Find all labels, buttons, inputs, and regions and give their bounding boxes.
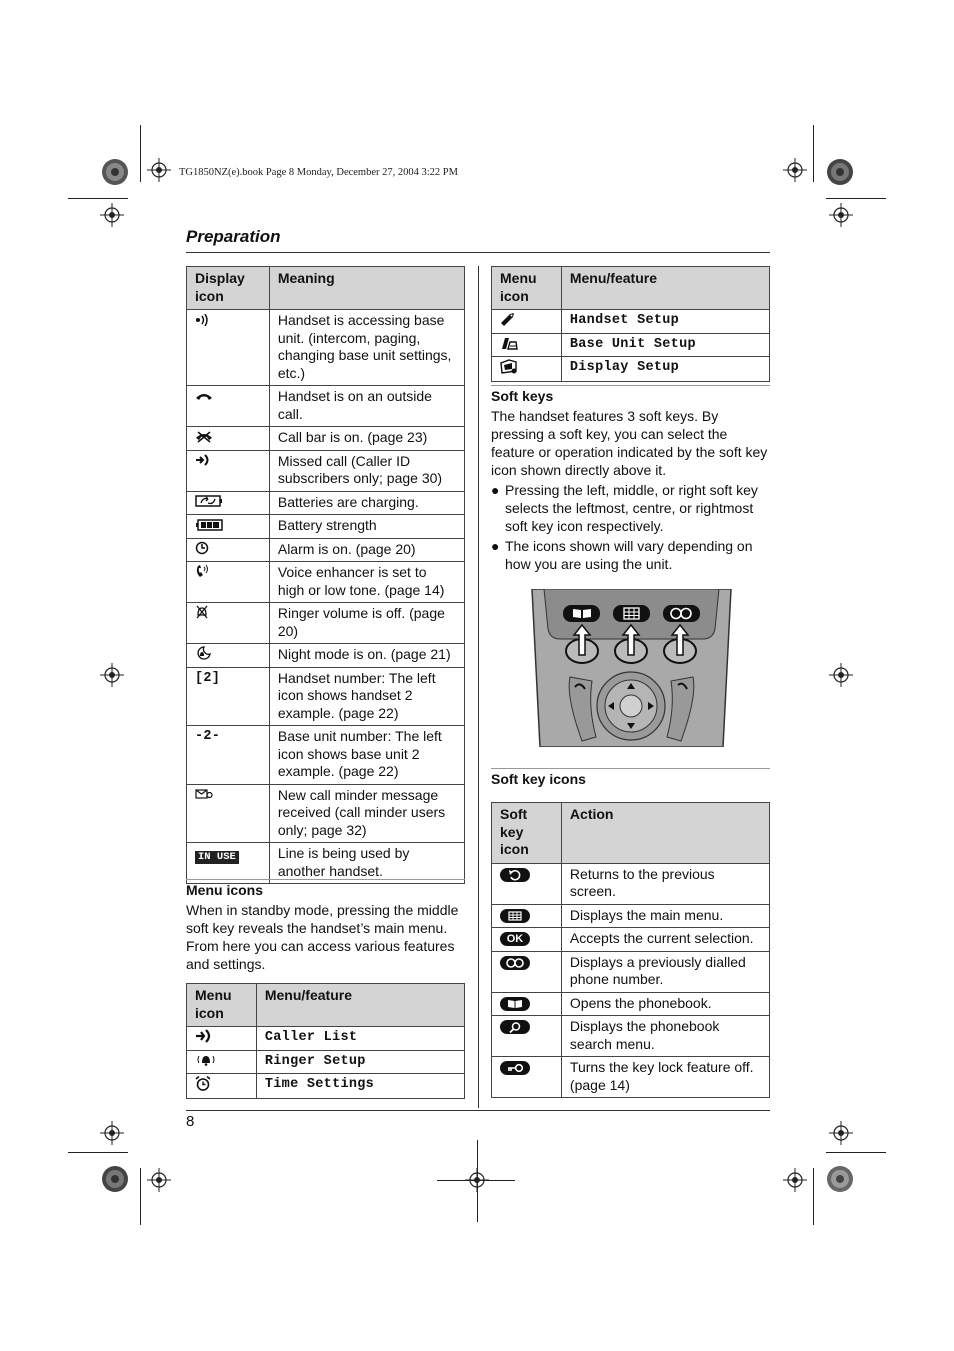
soft-key-icons-heading: Soft key icons [491, 771, 586, 787]
missed-call-icon [195, 453, 211, 472]
registration-mark [147, 158, 171, 182]
table-row [187, 784, 465, 843]
registration-mark [100, 203, 124, 227]
in-use-icon: IN USE [195, 851, 239, 864]
table-row [187, 450, 465, 491]
meaning-cell: Alarm is on. (page 20) [269, 538, 464, 562]
table-row [492, 951, 770, 992]
signal-icon [195, 313, 211, 331]
table-row [187, 1050, 465, 1074]
color-target [826, 158, 854, 186]
meaning-cell: Handset is on an outside call. [269, 386, 464, 427]
time-settings-icon [195, 1076, 211, 1096]
call-minder-icon [195, 787, 213, 805]
table-row [187, 644, 465, 668]
voice-enhancer-icon [195, 564, 209, 585]
night-mode-icon [195, 646, 211, 665]
table-row [187, 515, 465, 539]
registration-mark [147, 1168, 171, 1192]
column-header: Display icon [187, 267, 270, 310]
section-rule [186, 879, 465, 880]
table-row [187, 538, 465, 562]
battery-charging-icon [195, 494, 223, 512]
table-header-row [492, 803, 770, 864]
meaning-cell: Call bar is on. (page 23) [269, 427, 464, 451]
bullet-mark: ● [491, 538, 500, 554]
base-unit-number-icon: -2- [187, 726, 270, 785]
column-header: Menu/feature [256, 984, 464, 1027]
page-number: 8 [186, 1113, 195, 1130]
soft-key-icons-table [491, 802, 770, 1098]
registration-mark [829, 663, 853, 687]
meaning-cell: Batteries are charging. [269, 491, 464, 515]
soft-keys-bullet: ● The icons shown will vary depending on how you are using the unit. [491, 538, 753, 572]
menu-icon [500, 909, 530, 923]
color-target [101, 158, 129, 186]
display-setup-icon [500, 359, 518, 379]
menu-feature-cell: Time Settings [256, 1074, 464, 1099]
action-cell: Displays the main menu. [561, 904, 769, 928]
color-target [826, 1165, 854, 1193]
table-row [492, 992, 770, 1016]
table-row [187, 843, 465, 884]
base-unit-setup-icon [500, 336, 518, 355]
menu-feature-cell: Caller List [256, 1027, 464, 1051]
menu-feature-cell: Ringer Setup [256, 1050, 464, 1074]
meaning-cell: Handset number: The left icon shows handset 2 example. (page 22) [269, 667, 464, 726]
registration-mark [829, 203, 853, 227]
search-icon [500, 1020, 530, 1034]
redial-icon [500, 956, 530, 970]
table-row [187, 603, 465, 644]
phonebook-icon [500, 997, 530, 1011]
book-header: TG1850NZ(e).book Page 8 Monday, December 27, 2004 3:22 PM [179, 167, 458, 178]
call-bar-icon [195, 430, 213, 448]
menu-feature-cell: Base Unit Setup [561, 333, 769, 357]
table-row [187, 427, 465, 451]
registration-mark [100, 663, 124, 687]
column-header: Soft key icon [492, 803, 562, 864]
table-row [187, 726, 465, 785]
action-cell: Turns the key lock feature off. (page 14) [561, 1057, 769, 1098]
bullet-mark: ● [491, 482, 500, 498]
registration-mark [100, 1121, 124, 1145]
table-header-row [187, 984, 465, 1027]
ok-icon: OK [500, 932, 530, 946]
table-row [492, 928, 770, 952]
registration-mark [783, 1168, 807, 1192]
soft-keys-paragraph: The handset features 3 soft keys. By pressing a soft key, you can select the feature or operation indicated by the soft key icon shown directly above it. [491, 408, 768, 478]
table-row [492, 1057, 770, 1098]
registration-mark [783, 158, 807, 182]
menu-feature-cell: Handset Setup [561, 310, 769, 334]
table-row [187, 667, 465, 726]
meaning-cell: New call minder message received (call minder users only; page 32) [269, 784, 464, 843]
action-cell: Returns to the previous screen. [561, 863, 769, 904]
meaning-cell: Ringer volume is off. (page 20) [269, 603, 464, 644]
table-row [492, 1016, 770, 1057]
handset-setup-icon [500, 312, 516, 331]
menu-table-left [186, 983, 465, 1099]
outside-call-icon [195, 389, 213, 407]
menu-icons-heading: Menu icons [186, 882, 264, 898]
alarm-icon [195, 541, 209, 560]
battery-strength-icon [195, 518, 223, 536]
handset-illustration [530, 589, 733, 747]
menu-icons-paragraph: When in standby mode, pressing the middle soft key reveals the handset’s main menu. From here you can access various features and settings. [186, 902, 459, 972]
back-icon [500, 868, 530, 882]
table-row [492, 357, 770, 382]
action-cell: Displays the phonebook search menu. [561, 1016, 769, 1057]
soft-keys-heading: Soft keys [491, 388, 554, 404]
section-rule [491, 385, 770, 386]
table-row [187, 1074, 465, 1099]
footer-rule [186, 1110, 770, 1111]
meaning-cell: Base unit number: The left icon shows base unit 2 example. (page 22) [269, 726, 464, 785]
column-header: Action [561, 803, 769, 864]
table-header-row [187, 267, 465, 310]
section-title: Preparation [186, 227, 281, 246]
table-row [492, 863, 770, 904]
menu-feature-cell: Display Setup [561, 357, 769, 382]
meaning-cell: Line is being used by another handset. [269, 843, 464, 884]
column-divider [478, 266, 479, 1108]
table-row [492, 333, 770, 357]
ringer-off-icon [195, 605, 209, 624]
ringer-setup-icon [195, 1053, 217, 1071]
meaning-cell: Missed call (Caller ID subscribers only; page 30) [269, 450, 464, 491]
column-header: Meaning [269, 267, 464, 310]
handset-number-icon: [2] [187, 667, 270, 726]
action-cell: Displays a previously dialled phone number. [561, 951, 769, 992]
meaning-cell: Battery strength [269, 515, 464, 539]
registration-mark [829, 1121, 853, 1145]
column-header: Menu icon [492, 267, 562, 310]
section-rule [491, 768, 770, 769]
column-header: Menu icon [187, 984, 257, 1027]
title-rule [186, 252, 770, 253]
table-row [187, 386, 465, 427]
table-row [187, 491, 465, 515]
color-target [101, 1165, 129, 1193]
table-row [492, 310, 770, 334]
meaning-cell: Voice enhancer is set to high or low tone. (page 14) [269, 562, 464, 603]
soft-keys-bullet: ● Pressing the left, middle, or right soft key selects the leftmost, centre, or rightmost soft key icon respectively. [491, 482, 758, 534]
action-cell: Opens the phonebook. [561, 992, 769, 1016]
menu-table-right [491, 266, 770, 382]
action-cell: Accepts the current selection. [561, 928, 769, 952]
table-header-row [492, 267, 770, 310]
table-row [187, 1027, 465, 1051]
table-row [187, 562, 465, 603]
table-row [187, 310, 465, 386]
key-lock-icon [500, 1061, 530, 1075]
caller-list-icon [195, 1029, 213, 1048]
column-header: Menu/feature [561, 267, 769, 310]
display-icons-table [186, 266, 465, 884]
meaning-cell: Handset is accessing base unit. (intercom, paging, changing base unit settings, etc.) [269, 310, 464, 386]
meaning-cell: Night mode is on. (page 21) [269, 644, 464, 668]
table-row [492, 904, 770, 928]
